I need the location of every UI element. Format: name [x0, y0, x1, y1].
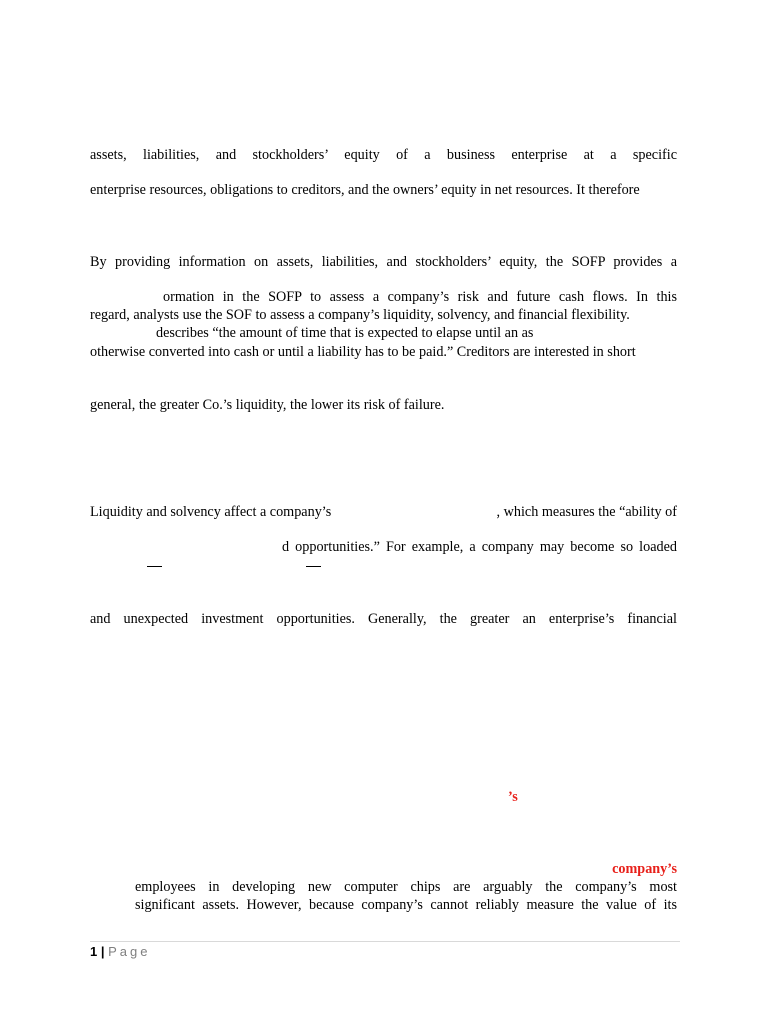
text-line: By providing information on assets, liabilities, and stockholders’ equity, the SOFP provides a — [90, 254, 677, 270]
text-line: , which measures the “ability of — [496, 504, 677, 520]
red-text-fragment: company’s — [612, 861, 677, 877]
text-line: describes “the amount of time that is expected to elapse until an as — [156, 325, 534, 341]
text-line: regard, analysts use the SOF to assess a company’s liquidity, solvency, and financial flexibility. — [90, 307, 630, 323]
text-line: ormation in the SOFP to assess a company’s risk and future cash flows. In this — [163, 289, 677, 305]
text-line: d opportunities.” For example, a company may become so loaded — [282, 539, 677, 555]
em-dash — [306, 566, 321, 567]
text-line: enterprise resources, obligations to creditors, and the owners’ equity in net resources. It therefore — [90, 182, 640, 198]
footer-rule — [90, 941, 680, 942]
text-line: significant assets. However, because company’s cannot reliably measure the value of its — [135, 897, 677, 913]
text-line: and unexpected investment opportunities. Generally, the greater an enterprise’s financial — [90, 611, 677, 627]
page-footer — [90, 944, 151, 959]
text-line: employees in developing new computer chips are arguably the company’s most — [135, 879, 677, 895]
text-line: Liquidity and solvency affect a company’s — [90, 504, 332, 520]
red-text-fragment: ’s — [508, 789, 518, 805]
footer-separator: | — [100, 944, 105, 959]
text-line: general, the greater Co.’s liquidity, the lower its risk of failure. — [90, 397, 445, 413]
text-line: otherwise converted into cash or until a liability has to be paid.” Creditors are interested in short — [90, 344, 636, 360]
page-label: Page — [108, 944, 151, 959]
em-dash — [147, 566, 162, 567]
page-number: 1 — [90, 944, 98, 959]
text-line: assets, liabilities, and stockholders’ equity of a business enterprise at a specific — [90, 147, 677, 163]
